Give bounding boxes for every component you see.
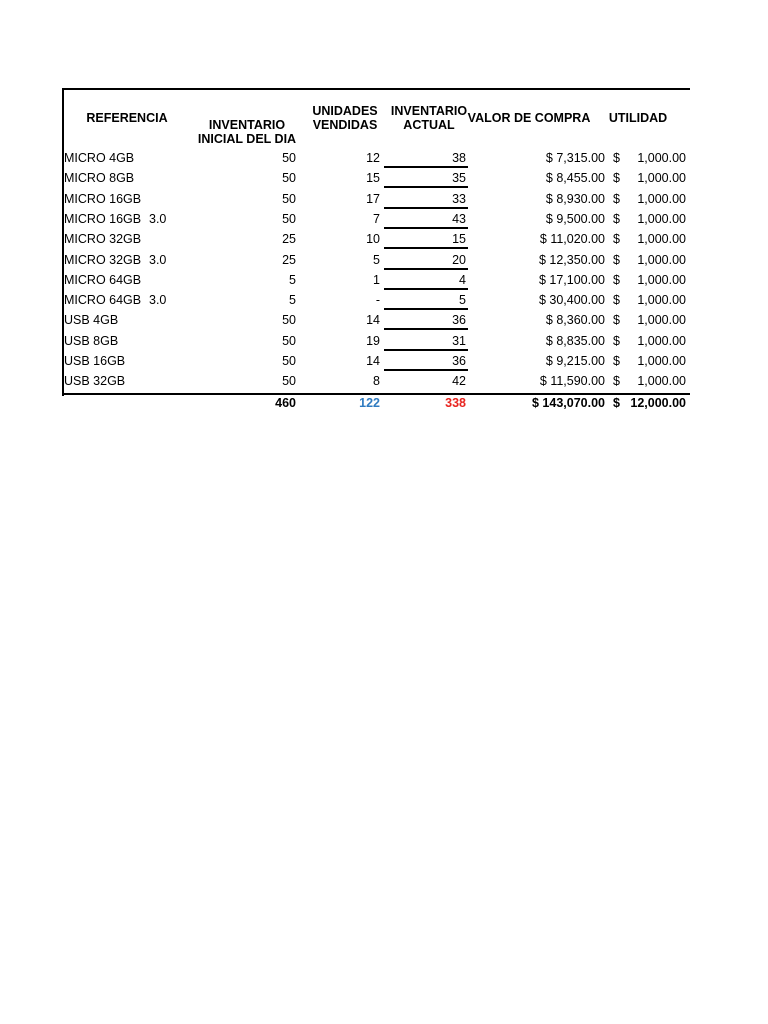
utilidad-cell: 1,000.00 — [637, 252, 686, 267]
total-utilidad: 12,000.00 — [630, 396, 686, 410]
version-cell: 3.0 — [149, 252, 167, 267]
unidades-vendidas-cell: 1 — [373, 272, 380, 287]
currency-sign-cell: $ — [613, 232, 620, 247]
unidades-vendidas-cell: 7 — [373, 211, 380, 226]
inventario-inicial-cell: 5 — [289, 293, 296, 308]
inventario-inicial-cell: 50 — [282, 354, 296, 368]
version-cell — [149, 148, 179, 168]
total-currency-sign: $ — [613, 396, 620, 410]
table-row — [62, 209, 690, 229]
valor-compra-cell: $ 8,455.00 — [545, 171, 605, 186]
table-row — [62, 148, 690, 168]
valor-compra-cell: $ 17,100.00 — [538, 272, 605, 287]
unidades-vendidas-cell: 14 — [366, 354, 380, 368]
unidades-vendidas-cell: 5 — [373, 252, 380, 267]
version-cell — [149, 168, 179, 188]
table-row — [62, 371, 690, 391]
header-inventario-actual-line2: ACTUAL — [403, 118, 455, 132]
unidades-vendidas-cell: 15 — [366, 171, 380, 186]
header-unidades-vendidas — [304, 104, 386, 132]
inventario-inicial-cell: 25 — [282, 232, 296, 247]
version-cell — [149, 371, 179, 391]
referencia-cell: USB 16GB — [64, 354, 126, 368]
valor-compra-cell: $ 11,020.00 — [539, 232, 605, 247]
inventario-actual-cell: 15 — [452, 232, 466, 247]
valor-compra-cell: $ 12,350.00 — [538, 252, 605, 267]
utilidad-cell: 1,000.00 — [637, 151, 686, 165]
currency-sign-cell: $ — [613, 333, 620, 348]
referencia-cell: MICRO 16GB — [64, 191, 142, 206]
currency-sign-cell: $ — [613, 191, 620, 206]
valor-compra-cell: $ 8,360.00 — [545, 313, 605, 328]
inventario-actual-cell: 5 — [459, 293, 466, 308]
valor-compra-cell: $ 9,500.00 — [545, 211, 605, 226]
table-row — [62, 290, 690, 310]
table-row — [62, 229, 690, 249]
unidades-vendidas-cell: 19 — [366, 333, 380, 348]
inventario-inicial-cell: 50 — [282, 211, 296, 226]
inventario-inicial-cell: 5 — [289, 272, 296, 287]
referencia-cell: USB 32GB — [64, 374, 126, 389]
utilidad-cell: 1,000.00 — [637, 374, 686, 389]
valor-compra-cell: $ 8,835.00 — [545, 333, 605, 348]
valor-compra-cell: $ 7,315.00 — [545, 151, 605, 165]
table-row — [62, 168, 690, 188]
inventario-inicial-cell: 50 — [282, 191, 296, 206]
utilidad-cell: 1,000.00 — [637, 191, 686, 206]
version-cell — [149, 189, 179, 209]
inventario-actual-cell: 31 — [452, 333, 466, 348]
inventario-inicial-cell: 50 — [282, 151, 296, 165]
header-referencia: REFERENCIA — [86, 111, 168, 125]
inventario-inicial-cell: 50 — [282, 313, 296, 328]
valor-compra-cell: $ 30,400.00 — [538, 293, 605, 308]
currency-sign-cell: $ — [613, 151, 620, 165]
table-row — [62, 351, 690, 371]
total-inicial: 460 — [275, 396, 296, 410]
version-cell — [149, 270, 179, 290]
inventario-actual-cell: 20 — [452, 252, 466, 267]
table-row — [62, 310, 690, 330]
currency-sign-cell: $ — [613, 293, 620, 308]
total-valor-compra: $ 143,070.00 — [532, 396, 605, 410]
utilidad-cell: 1,000.00 — [637, 232, 686, 247]
referencia-cell: MICRO 64GB — [64, 272, 142, 287]
header-inventario-actual — [388, 104, 470, 132]
header-unidades-vendidas-line2: VENDIDAS — [312, 118, 378, 132]
inventario-actual-cell: 35 — [452, 171, 466, 186]
utilidad-cell: 1,000.00 — [637, 211, 686, 226]
currency-sign-cell: $ — [613, 313, 620, 328]
version-cell: 3.0 — [149, 293, 167, 308]
total-actual: 338 — [445, 396, 466, 410]
inventory-table — [62, 88, 690, 410]
currency-sign-cell: $ — [613, 272, 620, 287]
referencia-cell: MICRO 64GB — [64, 293, 142, 308]
unidades-vendidas-cell: 12 — [366, 151, 380, 165]
header-unidades-vendidas-line1: UNIDADES — [312, 104, 378, 118]
referencia-cell: USB 8GB — [64, 333, 119, 348]
utilidad-cell: 1,000.00 — [637, 272, 686, 287]
referencia-cell: MICRO 32GB — [64, 232, 142, 247]
valor-compra-cell: $ 9,215.00 — [545, 354, 605, 368]
referencia-cell: MICRO 8GB — [64, 171, 135, 186]
utilidad-cell: 1,000.00 — [637, 171, 686, 186]
currency-sign-cell: $ — [613, 171, 620, 186]
utilidad-cell: 1,000.00 — [637, 313, 686, 328]
utilidad-cell: 1,000.00 — [637, 333, 686, 348]
version-cell — [149, 310, 179, 330]
inventario-inicial-cell: 50 — [282, 333, 296, 348]
version-cell — [149, 351, 179, 371]
table-top-border — [62, 88, 690, 90]
table-row — [62, 331, 690, 351]
inventario-actual-cell: 33 — [452, 191, 466, 206]
total-vendidas: 122 — [359, 396, 380, 410]
version-cell — [149, 229, 179, 249]
currency-sign-cell: $ — [613, 211, 620, 226]
inventario-inicial-cell: 25 — [282, 252, 296, 267]
referencia-cell: MICRO 32GB — [64, 252, 142, 267]
table-row — [62, 189, 690, 209]
inventario-actual-cell: 36 — [452, 354, 466, 368]
unidades-vendidas-cell: 10 — [366, 232, 380, 247]
header-inventario-inicial-line2: INICIAL DEL DIA — [197, 132, 297, 146]
currency-sign-cell: $ — [613, 354, 620, 368]
unidades-vendidas-cell: 14 — [366, 313, 380, 328]
inventario-actual-cell: 43 — [452, 211, 466, 226]
currency-sign-cell: $ — [613, 252, 620, 267]
utilidad-cell: 1,000.00 — [637, 293, 686, 308]
currency-sign-cell: $ — [613, 374, 620, 389]
inventario-actual-cell: 42 — [452, 374, 466, 389]
inventario-actual-cell: 36 — [452, 313, 466, 328]
table-row — [62, 270, 690, 290]
totals-row — [62, 393, 690, 413]
valor-compra-cell: $ 8,930.00 — [545, 191, 605, 206]
utilidad-cell: 1,000.00 — [637, 354, 686, 368]
inventario-actual-cell: 4 — [459, 272, 466, 287]
unidades-vendidas-cell: - — [375, 293, 380, 308]
header-inventario-inicial-line1: INVENTARIO — [208, 118, 286, 132]
inventario-inicial-cell: 50 — [282, 171, 296, 186]
version-cell — [149, 331, 179, 351]
unidades-vendidas-cell: 8 — [373, 374, 380, 389]
inventario-inicial-cell: 50 — [282, 374, 296, 389]
header-inventario-actual-line1: INVENTARIO — [390, 104, 468, 118]
table-row — [62, 250, 690, 270]
version-cell: 3.0 — [149, 211, 167, 226]
inventario-actual-cell: 38 — [452, 151, 466, 165]
unidades-vendidas-cell: 17 — [366, 191, 380, 206]
valor-compra-cell: $ 11,590.00 — [539, 374, 605, 389]
referencia-cell: MICRO 4GB — [64, 151, 135, 165]
header-inventario-inicial — [192, 118, 302, 146]
referencia-cell: MICRO 16GB — [64, 211, 142, 226]
header-valor-compra: VALOR DE COMPRA — [467, 111, 591, 125]
referencia-cell: USB 4GB — [64, 313, 119, 328]
header-utilidad: UTILIDAD — [608, 111, 668, 125]
